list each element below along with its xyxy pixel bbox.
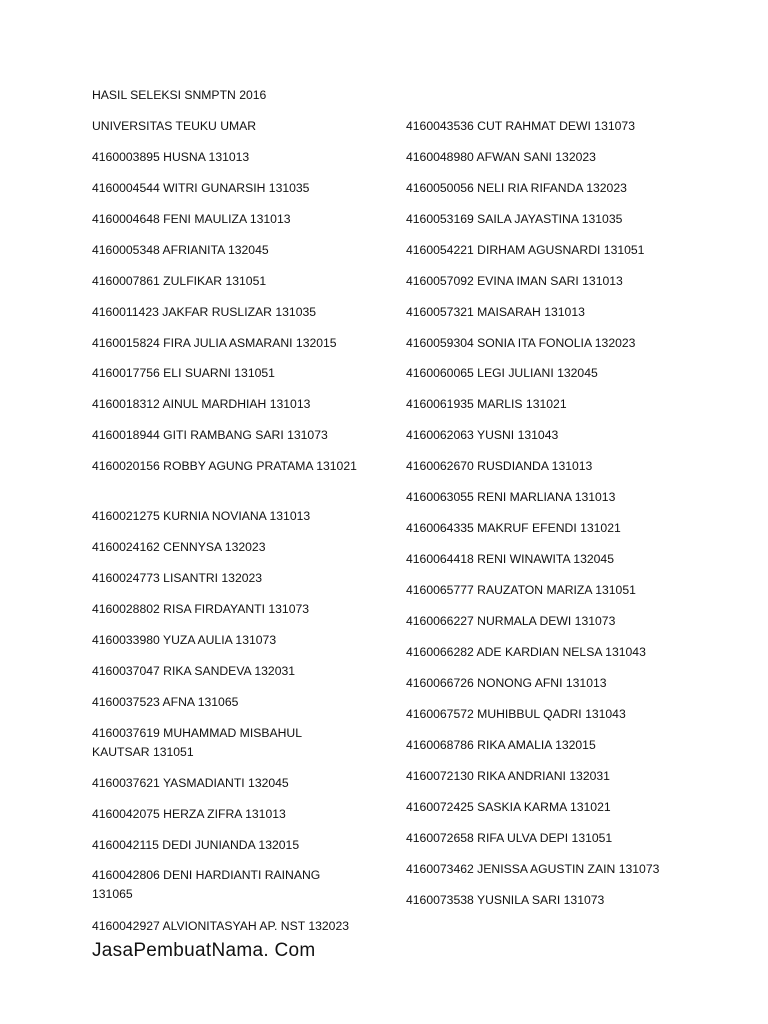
list-item: 4160062670 RUSDIANDA 131013 <box>406 459 593 473</box>
list-item: 4160073538 YUSNILA SARI 131073 <box>406 893 605 907</box>
list-item: 4160068786 RIKA AMALIA 132015 <box>406 738 596 752</box>
university-name: UNIVERSITAS TEUKU UMAR <box>92 119 257 133</box>
list-item: 4160057321 MAISARAH 131013 <box>406 305 585 319</box>
list-item: 4160043536 CUT RAHMAT DEWI 131073 <box>406 119 635 133</box>
list-item: 4160015824 FIRA JULIA ASMARANI 132015 <box>92 336 337 350</box>
list-item: 4160005348 AFRIANITA 132045 <box>92 243 269 257</box>
list-item: 4160042927 ALVIONITASYAH AP. NST 132023 <box>92 919 350 933</box>
list-item: 4160063055 RENI MARLIANA 131013 <box>406 490 616 504</box>
list-item: 4160072425 SASKIA KARMA 131021 <box>406 800 611 814</box>
document-title: HASIL SELEKSI SNMPTN 2016 <box>92 88 267 102</box>
list-item: 4160042115 DEDI JUNIANDA 132015 <box>92 838 300 852</box>
list-item: 4160018312 AINUL MARDHIAH 131013 <box>92 397 311 411</box>
list-item: 4160017756 ELI SUARNI 131051 <box>92 366 275 380</box>
list-item: 4160037523 AFNA 131065 <box>92 695 239 709</box>
right-column <box>406 0 706 1024</box>
list-item: 4160011423 JAKFAR RUSLIZAR 131035 <box>92 305 317 319</box>
list-item: 4160061935 MARLIS 131021 <box>406 397 567 411</box>
list-item: 4160020156 ROBBY AGUNG PRATAMA 131021 <box>92 459 357 473</box>
watermark-text: JasaPembuatNama. Com <box>92 940 316 961</box>
list-item: 4160042075 HERZA ZIFRA 131013 <box>92 807 286 821</box>
list-item: 4160028802 RISA FIRDAYANTI 131073 <box>92 602 310 616</box>
list-item: 4160054221 DIRHAM AGUSNARDI 131051 <box>406 243 645 257</box>
list-item: 4160064418 RENI WINAWITA 132045 <box>406 552 614 566</box>
list-item: 4160066282 ADE KARDIAN NELSA 131043 <box>406 645 646 659</box>
list-item: 4160072130 RIKA ANDRIANI 132031 <box>406 769 610 783</box>
list-item: 4160066726 NONONG AFNI 131013 <box>406 676 607 690</box>
left-column <box>92 0 382 1024</box>
list-item: 4160003895 HUSNA 131013 <box>92 150 250 164</box>
list-item: 4160060065 LEGI JULIANI 132045 <box>406 366 598 380</box>
list-item: 4160073462 JENISSA AGUSTIN ZAIN 131073 <box>406 862 660 876</box>
list-item: 4160050056 NELI RIA RIFANDA 132023 <box>406 181 627 195</box>
list-item: 4160004544 WITRI GUNARSIH 131035 <box>92 181 310 195</box>
list-item: 4160064335 MAKRUF EFENDI 131021 <box>406 521 621 535</box>
list-item: 4160007861 ZULFIKAR 131051 <box>92 274 267 288</box>
list-item: 4160033980 YUZA AULIA 131073 <box>92 633 277 647</box>
list-item: 4160057092 EVINA IMAN SARI 131013 <box>406 274 623 288</box>
list-item: 4160024162 CENNYSA 132023 <box>92 540 266 554</box>
list-item: 4160021275 KURNIA NOVIANA 131013 <box>92 509 311 523</box>
list-item: 4160037621 YASMADIANTI 132045 <box>92 776 289 790</box>
list-item: 4160053169 SAILA JAYASTINA 131035 <box>406 212 623 226</box>
list-item: 4160024773 LISANTRI 132023 <box>92 571 263 585</box>
list-item: 4160067572 MUHIBBUL QADRI 131043 <box>406 707 626 721</box>
list-item: 4160066227 NURMALA DEWI 131073 <box>406 614 616 628</box>
list-item: 4160037047 RIKA SANDEVA 132031 <box>92 664 296 678</box>
list-item: 4160062063 YUSNI 131043 <box>406 428 559 442</box>
list-item: 4160037619 MUHAMMAD MISBAHUL KAUTSAR 131051 <box>92 726 302 759</box>
list-item: 4160042806 DENI HARDIANTI RAINANG 131065 <box>92 868 321 901</box>
list-item: 4160048980 AFWAN SANI 132023 <box>406 150 596 164</box>
list-item: 4160072658 RIFA ULVA DEPI 131051 <box>406 831 613 845</box>
list-item: 4160065777 RAUZATON MARIZA 131051 <box>406 583 636 597</box>
list-item: 4160004648 FENI MAULIZA 131013 <box>92 212 291 226</box>
list-item: 4160059304 SONIA ITA FONOLIA 132023 <box>406 336 636 350</box>
list-item: 4160018944 GITI RAMBANG SARI 131073 <box>92 428 328 442</box>
